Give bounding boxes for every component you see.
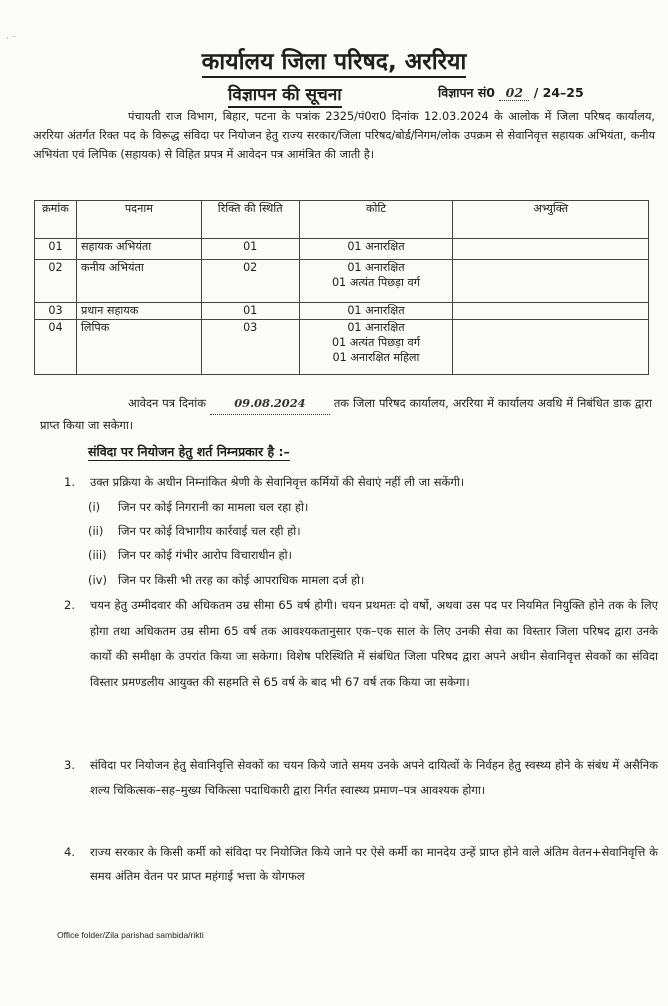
cell-serial: 03	[35, 303, 77, 320]
cell-post: कनीय अभियंता	[76, 260, 201, 303]
cell-vacancy: 01	[201, 239, 299, 260]
notice-title: विज्ञापन की सूचना	[228, 84, 342, 108]
sub-condition: (iv) जिन पर किसी भी तरह का कोई आपराधिक मामला दर्ज हो।	[88, 573, 365, 587]
cell-post: लिपिक	[76, 320, 201, 375]
col-header-category: कोटि	[299, 201, 453, 239]
ad-number-handwritten: 02	[499, 85, 529, 101]
table-header-row	[35, 201, 649, 239]
cell-remark	[453, 260, 649, 303]
cell-category: 01 अनारक्षित 01 अत्यंत पिछड़ा वर्ग	[299, 260, 453, 303]
margin-mark-icon: · ⁻	[6, 34, 17, 44]
sub-condition: (iii) जिन पर कोई गंभीर आरोप विचाराधीन हो।	[88, 548, 292, 562]
terms-heading: संविदा पर नियोजन हेतु शर्त निम्नप्रकार है :–	[88, 444, 290, 459]
cell-remark	[453, 239, 649, 260]
cell-category: 01 अनारक्षित	[299, 239, 453, 260]
intro-paragraph: पंचायती राज विभाग, बिहार, पटना के पत्रांक 2325/पं0रा0 दिनांक 12.03.2024 के आलोक में जिला परिषद कार्यालय, अररिया अंतर्गत रिक्त पद के विरूद्ध संविदा पर नियोजन हेतु राज्य सरकार/जिला परिषद/बोर्ड/निगम/लोक उपक्रम से सेवानिवृत्त सहायक अभियंता, कनीय अभियंता एवं लिपिक (सहायक) से विहित प्रपत्र में आवेदन पत्र आमंत्रित की जाती है।	[33, 110, 655, 161]
col-header-vacancy: रिक्ति की स्थिति	[201, 201, 299, 239]
col-header-remark: अभ्युक्ति	[453, 201, 649, 239]
vacancy-table	[34, 200, 649, 375]
ad-number: विज्ञापन सं0 02 / 24–25	[438, 85, 584, 100]
term-item: 2. चयन हेतु उम्मीदवार की अधिकतम उम्र सीमा 65 वर्ष होगी। चयन प्रथमतः दो वर्षो, अथवा उस पद पर नियमित नियुक्ति होने तक के लिए होगा तथा अधिकतम उम्र सीमा 65 वर्ष तक आवश्यकतानुसार एक–एक साल के लिए उनकी सेवा का विस्तार जिला परिषद द्वारा उनके कार्यो की समीक्षा के उपरांत किया जा सकेगा। विशेष परिस्थिति में संबंधित जिला परिषद द्वारा अपने अधीन सेवानिवृत्त सेवकों का संविदा विस्तार प्रमण्डलीय आयुक्त की सहमति से 65 वर्ष के बाद भी 67 वर्ष तक किया जा सकेगा।	[64, 598, 658, 689]
application-paragraph: आवेदन पत्र दिनांक 09.08.2024 तक जिला परिषद कार्यालय, अररिया में कार्यालय अवधि में निबंधित डाक द्वारा प्राप्त किया जा सकेगा।	[40, 393, 652, 436]
table-row	[35, 260, 649, 303]
col-header-serial: क्रमांक	[35, 201, 77, 239]
term-item: 4. राज्य सरकार के किसी कर्मी को संविदा पर नियोजित किये जाने पर ऐसे कर्मी का मानदेय उन्हें प्राप्त होने वाले अंतिम वेतन+सेवानिवृत्ति के समय अंतिम वेतन पर प्राप्त महंगाई भत्ता के योगफल	[64, 845, 658, 883]
col-header-post: पदनाम	[76, 201, 201, 239]
term-item: 3. संविदा पर नियोजन हेतु सेवानिवृत्ति सेवकों का चयन किये जाते समय उनके अपने दायित्वों के निर्वहन हेतु स्वस्थ्य होने के संबंध में असैनिक शल्य चिकित्सक–सह–मुख्य चिकित्सा पदाधिकारी द्वारा निर्गत स्वास्थ्य प्रमाण–पत्र आवश्यक होगा।	[64, 758, 658, 797]
cell-category: 01 अनारक्षित	[299, 303, 453, 320]
term-item: 1. उक्त प्रक्रिया के अधीन निम्नांकित श्रेणी के सेवानिवृत्त कर्मियों की सेवाएं नहीं ली जा सकेंगी।	[64, 475, 465, 489]
footer-path: Office folder/Zila parishad sambida/rikti	[57, 930, 204, 940]
cell-serial: 01	[35, 239, 77, 260]
cell-post: सहायक अभियंता	[76, 239, 201, 260]
table-row	[35, 320, 649, 375]
cell-remark	[453, 303, 649, 320]
sub-condition: (i) जिन पर कोई निगरानी का मामला चल रहा हो।	[88, 500, 309, 514]
cell-serial: 04	[35, 320, 77, 375]
cell-vacancy: 03	[201, 320, 299, 375]
sub-condition: (ii) जिन पर कोई विभागीय कार्रवाई चल रही हो।	[88, 524, 301, 538]
application-date-handwritten: 09.08.2024	[210, 393, 330, 415]
cell-post: प्रधान सहायक	[76, 303, 201, 320]
cell-category: 01 अनारक्षित 01 अत्यंत पिछड़ा वर्ग 01 अनारक्षित महिला	[299, 320, 453, 375]
cell-vacancy: 02	[201, 260, 299, 303]
cell-remark	[453, 320, 649, 375]
table-row	[35, 239, 649, 260]
cell-vacancy: 01	[201, 303, 299, 320]
cell-serial: 02	[35, 260, 77, 303]
office-title: कार्यालय जिला परिषद, अररिया	[0, 44, 668, 76]
table-row	[35, 303, 649, 320]
